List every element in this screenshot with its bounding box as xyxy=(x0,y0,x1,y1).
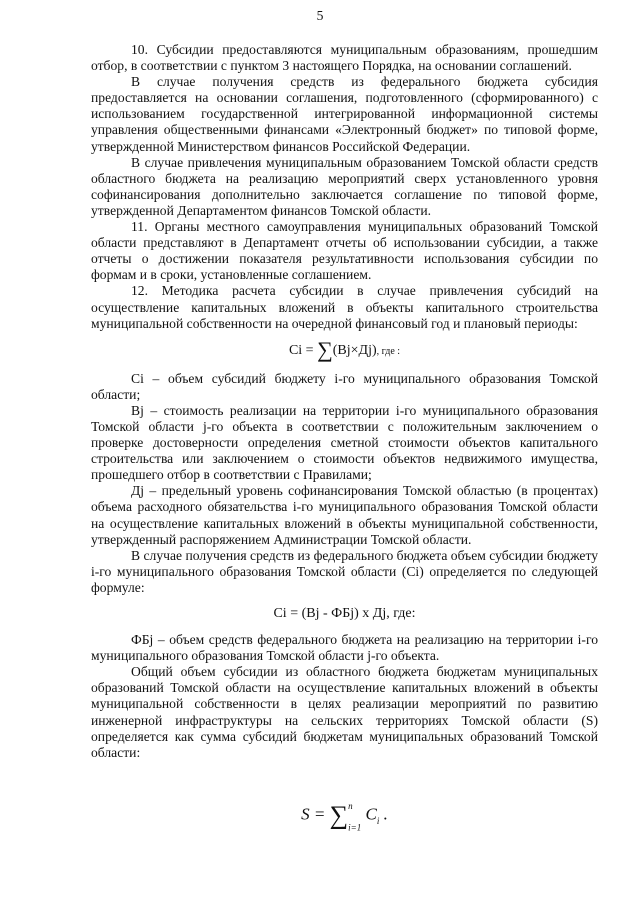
sum-lower: i=1 xyxy=(348,821,362,832)
formula-end: . xyxy=(383,804,388,824)
page-number: 5 xyxy=(316,8,324,23)
paragraph-10: 10. Субсидии предоставляются муниципальным образованиям, прошедшим отбор, в соответствии с пунктом 3 настоящего Порядка, на основании соглашений. xyxy=(91,42,598,74)
formula-lhs: Ci = xyxy=(288,342,314,358)
paragraph-total-volume: Общий объем субсидии из областного бюджета бюджетам муниципальных образований Томской области на осуществление капитальных вложений в объекты муниципальной собственности в целях реализации мероприятий по развитию инженерной инфраструктуры на сельских территориях Томской области (S) определяется как сумма субсидий бюджетам муниципальных образований Томской области: xyxy=(91,664,598,760)
formula-total-lhs: S = xyxy=(301,804,326,824)
definition-dj: Дj – предельный уровень софинансирования Томской областью (в процентах) объема расходного обязательства i-го муниципального образования Томской области на осуществление капитальных вложений в объекты муниципальной собственности, утвержденный распоряжением Администрации Томской области. xyxy=(91,483,598,547)
formula-federal: Ci = (Bj - ФБj) x Дj, где: xyxy=(273,606,416,621)
sum-upper: n xyxy=(348,800,353,811)
paragraph-11: 11. Органы местного самоуправления муниципальных образований Томской области представляют в Департамент отчеты об использовании субсидии, а также отчеты о достижении показателя результативности использования субсидии по формам и в сроки, установленные соглашением. xyxy=(91,219,598,283)
formula-body: (Bj×Дj) xyxy=(332,342,377,358)
sum-symbol-total: ∑ xyxy=(329,800,349,830)
formula-total xyxy=(91,801,598,832)
paragraph-federal-budget: В случае получения средств из федерального бюджета субсидия предоставляется на основании соглашения, подготовленного (сформированного) с использованием государственной интегрированной информационной системы управления общественными финансами «Электронный бюджет» по типовой форме, утвержденной Министерством финансов Российской Федерации. xyxy=(91,74,598,154)
paragraph-federal-case: В случае получения средств из федерального бюджета объем субсидии бюджету i-го муниципального образования Томской области (Ci) определяется по следующей формуле: xyxy=(91,547,598,595)
paragraph-12: 12. Методика расчета субсидии в случае привлечения субсидий на осуществление капитальных вложений в объекты капитального строительства муниципальной собственности на очередной финансовый год и плановый периоды: xyxy=(91,283,598,331)
formula-tail: , где : xyxy=(376,345,401,357)
paragraph-regional-budget: В случае привлечения муниципальным образованием Томской области средств областного бюджета на реализацию мероприятий сверх установленного уровня софинансирования дополнительно заключается соглашение по типовой форме, утвержденной Департаментом финансов Томской области. xyxy=(91,154,598,218)
sum-symbol: ∑ xyxy=(317,336,333,362)
sum-limits xyxy=(348,801,361,832)
sum-term-sub: i xyxy=(376,815,380,826)
definition-fbj: ФБj – объем средств федерального бюджета на реализацию на территории i-го муниципального образования Томской области j-го объекта. xyxy=(91,632,598,664)
definition-ci: Ci – объем субсидий бюджету i-го муниципального образования Томской области; xyxy=(91,370,598,402)
definition-bj: Bj – стоимость реализации на территории i-го муниципального образования Томской области j-го объекта в соответствии с положительным заключением о проверке достоверности определения сметной стоимости объектов капитального строительства или заключением о стоимости объектов недвижимого имущества, прошедшего отбор в соответствии с Правилами; xyxy=(91,402,598,483)
sum-term: C xyxy=(365,804,377,824)
formula-subsidy xyxy=(91,336,598,362)
